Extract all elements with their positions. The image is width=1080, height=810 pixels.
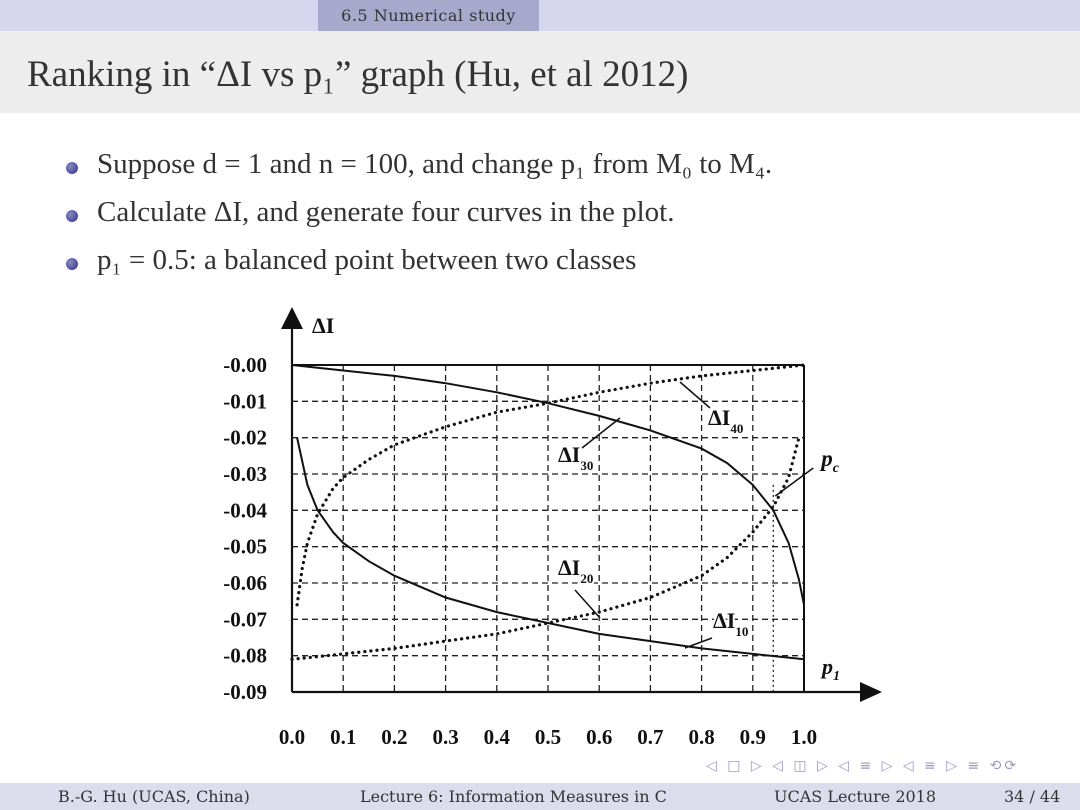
y-tick-label: -0.05 (223, 534, 267, 559)
bullet-text: Calculate ΔI, and generate four curves in the plot. (97, 196, 675, 228)
series-label: $\Delta I_{40}$ (708, 405, 744, 436)
series-label: $\Delta I_{10}$ (713, 608, 749, 639)
x-tick-label: 0.5 (534, 725, 562, 749)
beamer-navigation[interactable]: ◁ □ ▷ ◁ ◫ ▷ ◁ ≡ ▷ ◁ ≡ ▷ ≡ ⟲⟳ (706, 758, 1020, 774)
bullet-icon (66, 258, 78, 270)
x-tick-label: 0.0 (278, 725, 306, 749)
x-tick-label: 0.9 (739, 725, 766, 749)
series-label-leader (680, 382, 710, 408)
footer-lecture: Lecture 6: Information Measures in C (360, 787, 667, 806)
x-tick-label: 0.3 (432, 725, 459, 749)
x-axis-arrow (860, 682, 882, 702)
y-tick-label: -0.07 (223, 607, 267, 632)
x-tick-label: 0.6 (586, 725, 613, 749)
series-label: $\Delta I_{30}$ (558, 442, 594, 473)
x-tick-label: 0.1 (330, 725, 357, 749)
y-tick-label: -0.09 (223, 680, 267, 704)
series-label: $\Delta I_{20}$ (558, 555, 594, 586)
x-tick-label: 0.7 (637, 725, 664, 749)
bullet-text: Suppose d = 1 and n = 100, and change p₁ from M₀ to M₄. (97, 148, 773, 180)
series-label-leader (582, 418, 620, 448)
footer-page: 34 / 44 (1004, 787, 1061, 806)
section-label: 6.5 Numerical study (318, 0, 539, 31)
footer-event: UCAS Lecture 2018 (774, 787, 937, 806)
bullet-item (64, 148, 772, 196)
y-tick-label: -0.08 (223, 643, 267, 668)
y-tick-label: -0.04 (223, 498, 267, 523)
x-tick-label: 0.2 (381, 725, 408, 749)
bullet-icon (66, 210, 78, 222)
y-tick-label: -0.03 (223, 462, 267, 486)
pc-leader (775, 468, 813, 496)
x-axis-label: $p_1$ (822, 654, 840, 684)
title-bar (0, 31, 1080, 113)
bullet-text: p₁ = 0.5: a balanced point between two classes (97, 244, 637, 276)
slide-title: Ranking in “ΔI vs p₁” graph (Hu, et al 2012) (27, 54, 689, 95)
footer (0, 783, 1080, 810)
y-tick-label: -0.00 (223, 353, 267, 377)
bullet-item (64, 244, 772, 292)
bullet-item (64, 196, 772, 244)
x-tick-label: 1.0 (790, 725, 818, 749)
y-tick-label: -0.02 (223, 425, 267, 450)
pc-label: $p_c$ (821, 446, 839, 476)
delta-i-chart (180, 300, 900, 760)
x-tick-label: 0.4 (483, 725, 510, 749)
series-label-leader (685, 638, 712, 648)
bullet-icon (66, 162, 78, 174)
y-axis-arrow (281, 307, 303, 329)
y-tick-label: -0.01 (223, 389, 267, 414)
x-tick-label: 0.8 (688, 725, 715, 749)
y-tick-label: -0.06 (223, 571, 267, 595)
top-bar (0, 0, 1080, 31)
bullet-list (64, 148, 772, 292)
footer-author: B.-G. Hu (UCAS, China) (58, 787, 250, 806)
y-axis-label: ΔI (312, 313, 335, 338)
